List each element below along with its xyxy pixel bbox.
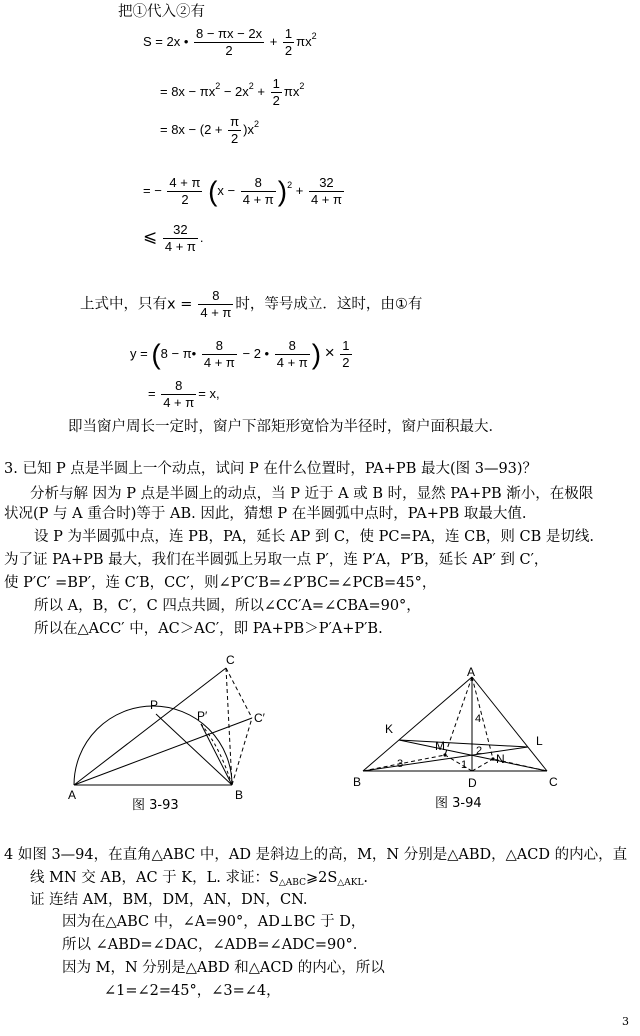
eq6-numerator-3: 1 [342,338,350,353]
fig94-caption: 图 3-94 [435,796,482,811]
eq7-tail: = x, [198,385,220,401]
fig93-label-Pprime: P′ [197,709,208,723]
semicircle-arc [74,706,232,785]
eq1-numerator-2: 1 [284,26,293,41]
problem-3-line-2: 分析与解 因为 P 点是半圆上的动点，当 P 近于 A 或 B 时，显然 PA+PB 渐小，在极限 [30,486,594,502]
eq4-numerator-3: 32 [309,175,344,192]
eq4-denominator-3: 4 + π [310,192,342,207]
eq6-numerator-1: 8 [202,338,237,355]
para1-denominator: 4 + π [200,305,232,320]
eq7-lhs: = [148,385,156,401]
para-equality-condition [80,288,422,321]
p4-l2-sub-akl: △AKL [337,878,364,888]
eq4-numerator-2: 8 [241,175,276,192]
problem-3-line-4: 设 P 为半圆弧中点，连 PB，PA，延长 AP 到 C，使 PC=PA，连 CB，则 CB 是切线. [34,529,594,545]
para1-pre: 上式中，只有x = [80,296,193,313]
eq6-denominator-2: 4 + π [276,355,308,370]
eq1-lhs: S = 2x • [143,33,189,49]
eq6-denominator-1: 4 + π [203,355,235,370]
fig93-label-C: C [226,653,235,667]
eq2-mid: − 2x [220,83,249,99]
equation-7 [148,378,220,411]
eq2-numerator: 1 [272,76,280,91]
conclusion-line: 即当窗户周长一定时，窗户下部矩形宽恰为半径时，窗户面积最大． [68,419,503,435]
eq3-lhs: = 8x − (2 + [160,121,223,137]
problem-3-line-1: 3. 已知 P 点是半圆上一个动点，试问 P 在什么位置时，PA+PB 最大(图 3—93)？ [4,461,538,477]
line-Pprime-B [201,724,232,785]
figure-3-94 [345,665,565,820]
line-B-M [363,755,445,771]
fig94-angle-2: 2 [476,745,483,757]
p4-l2-text-c: . [363,870,369,886]
fig93-label-B: B [235,788,244,802]
eq6-term-b: − 2 • [242,345,270,361]
intro-line: 把①代入②有 [118,4,205,20]
line-C-Cprime [226,668,252,718]
fig94-label-C: C [549,775,558,789]
para1-post: 时，等号成立．这时，由①有 [235,296,423,313]
line-MN [399,740,528,747]
fig94-angle-3: 3 [397,758,404,770]
fig94-label-A: A [467,665,476,679]
problem-4-line-7: ∠1=∠2=45°，∠3=∠4， [104,983,281,999]
problem-3-line-6: 使 P′C′ =BP′，连 C′B，CC′，则∠P′C′B=∠P′BC=∠PCB=45°， [4,575,437,591]
fig93-caption: 图 3-93 [132,798,179,813]
eq4-denominator-2: 4 + π [242,192,274,207]
line-C-B [226,668,232,785]
eq1-numerator-1: 8 − πx − 2x [196,26,263,41]
fig94-label-K: K [385,722,394,736]
fig94-label-D: D [468,776,477,790]
eq7-numerator: 8 [161,378,196,395]
equation-2: = $8x - \pi x^2 - 2x^2$ + $\frac{1}{2}$ $\pi x^2$ [160,76,305,108]
fig93-label-Cprime: C′ [254,711,265,725]
fig93-label-A: A [68,788,77,802]
eq6-numerator-2: 8 [275,338,310,355]
equation-1: S = 2x • $\frac{8 - \pi x - 2x}{2}$ + $\frac{1}{2}$ $\pi x^2$ [143,26,317,58]
line-B-Cprime [232,718,252,785]
side-AC [472,677,547,771]
equation-3: = 8x − (2 + $\frac{\pi}{2}$ )$x^2$ [160,114,259,146]
problem-4-line-4: 因为在△ABC 中，∠A=90°，AD⊥BC 于 D， [62,914,366,930]
problem-4-line-6: 因为 M，N 分别是△ABD 和△ACD 的内心，所以 [62,960,385,976]
eq4-lhs: = − [143,182,162,198]
eq3-tail: )x [243,121,254,137]
fig93-label-P: P [150,698,159,712]
eq1-denominator-1: 2 [225,43,233,58]
point-M [443,753,446,756]
eq2-denominator: 2 [272,93,280,108]
p4-l2-text-b: ⩾2S [305,870,338,886]
eq6-denominator-3: 2 [342,355,350,370]
eq1-tail: πx [296,33,312,49]
fig94-label-N: N [496,752,505,766]
eq5-tail: . [199,229,204,245]
line-A-C [74,668,226,785]
eq3-numerator: π [230,114,240,129]
eq6-term-a: 8 − π• [160,345,197,361]
eq5-denominator: 4 + π [164,239,196,254]
fig94-label-L: L [536,734,543,748]
eq4-plus: + [295,182,304,198]
problem-3-line-7: 所以 A，B，C′，C 四点共圆，所以∠CC′A=∠CBA=90°， [34,598,421,614]
eq4-denominator-1: 2 [181,192,189,207]
eq7-denominator: 4 + π [163,395,195,410]
eq2-plus: + [253,83,266,99]
point-N [491,757,494,760]
eq6-times: × [324,342,335,362]
equation-4: = − $\frac{4 + \pi}{2}$ (x − $\frac{8}{4 + \pi}$ )$^2$ + $\frac{32}{4 + \pi}$ [143,175,342,207]
problem-4-line-1: 4 如图 3—94，在直角△ABC 中，AD 是斜边上的高，M，N 分别是△ABD，△ACD 的内心，直 [4,847,628,863]
equation-5 [143,222,204,255]
eq1-denominator-2: 2 [284,43,293,58]
problem-3-line-3: 状况(P 与 A 重合时)等于 AB. 因此，猜想 P 在半圆弧中点时，PA+PB 取最大值. [4,506,527,522]
fig94-angle-1: 1 [461,759,468,771]
fig94-label-M: M [435,739,445,753]
p4-l2-text-a: 线 MN 交 AB，AC 于 K，L. 求证：S [30,870,279,886]
problem-4-line-3: 证 连结 AM，BM，DM，AN，DN，CN. [30,892,308,908]
problem-3-line-5: 为了证 PA+PB 最大，我们在半圆弧上另取一点 P′，连 P′A，P′B，延长 AP′ 到 C′， [4,552,549,568]
p4-l2-sub-abc: △ABC [278,878,306,888]
eq2-tail: πx [283,83,300,99]
eq5-lhs: ⩽ [143,226,158,246]
page-number: 3 [622,1015,629,1028]
eq2-lhs: = 8x − πx [160,83,216,99]
eq5-numerator: 32 [163,222,198,239]
problem-3-line-8: 所以在△ACC′ 中，AC＞AC′，即 PA+PB＞P′A+P′B. [34,621,383,637]
fig94-angle-4: 4 [475,713,482,725]
eq4-numerator-1: 4 + π [169,175,201,190]
eq6-lhs: y = [130,345,148,361]
problem-4-line-5: 所以 ∠ABD=∠DAC，∠ADB=∠ADC=90°. [62,937,358,953]
line-D-N [472,759,493,771]
eq4-paren: x − [217,182,236,198]
equation-6: y = (8 − π• $\frac{8}{4 + \pi}$ − 2 • $\frac{8}{4 + \pi}$ ) × $\frac{1}{2}$ [130,338,350,370]
eq3-denominator: 2 [231,131,239,146]
fig94-label-B: B [353,775,362,789]
line-A-Cprime [74,718,252,785]
eq1-plus: + [269,33,278,49]
figure-3-93 [60,652,290,822]
para1-numerator: 8 [198,288,233,305]
